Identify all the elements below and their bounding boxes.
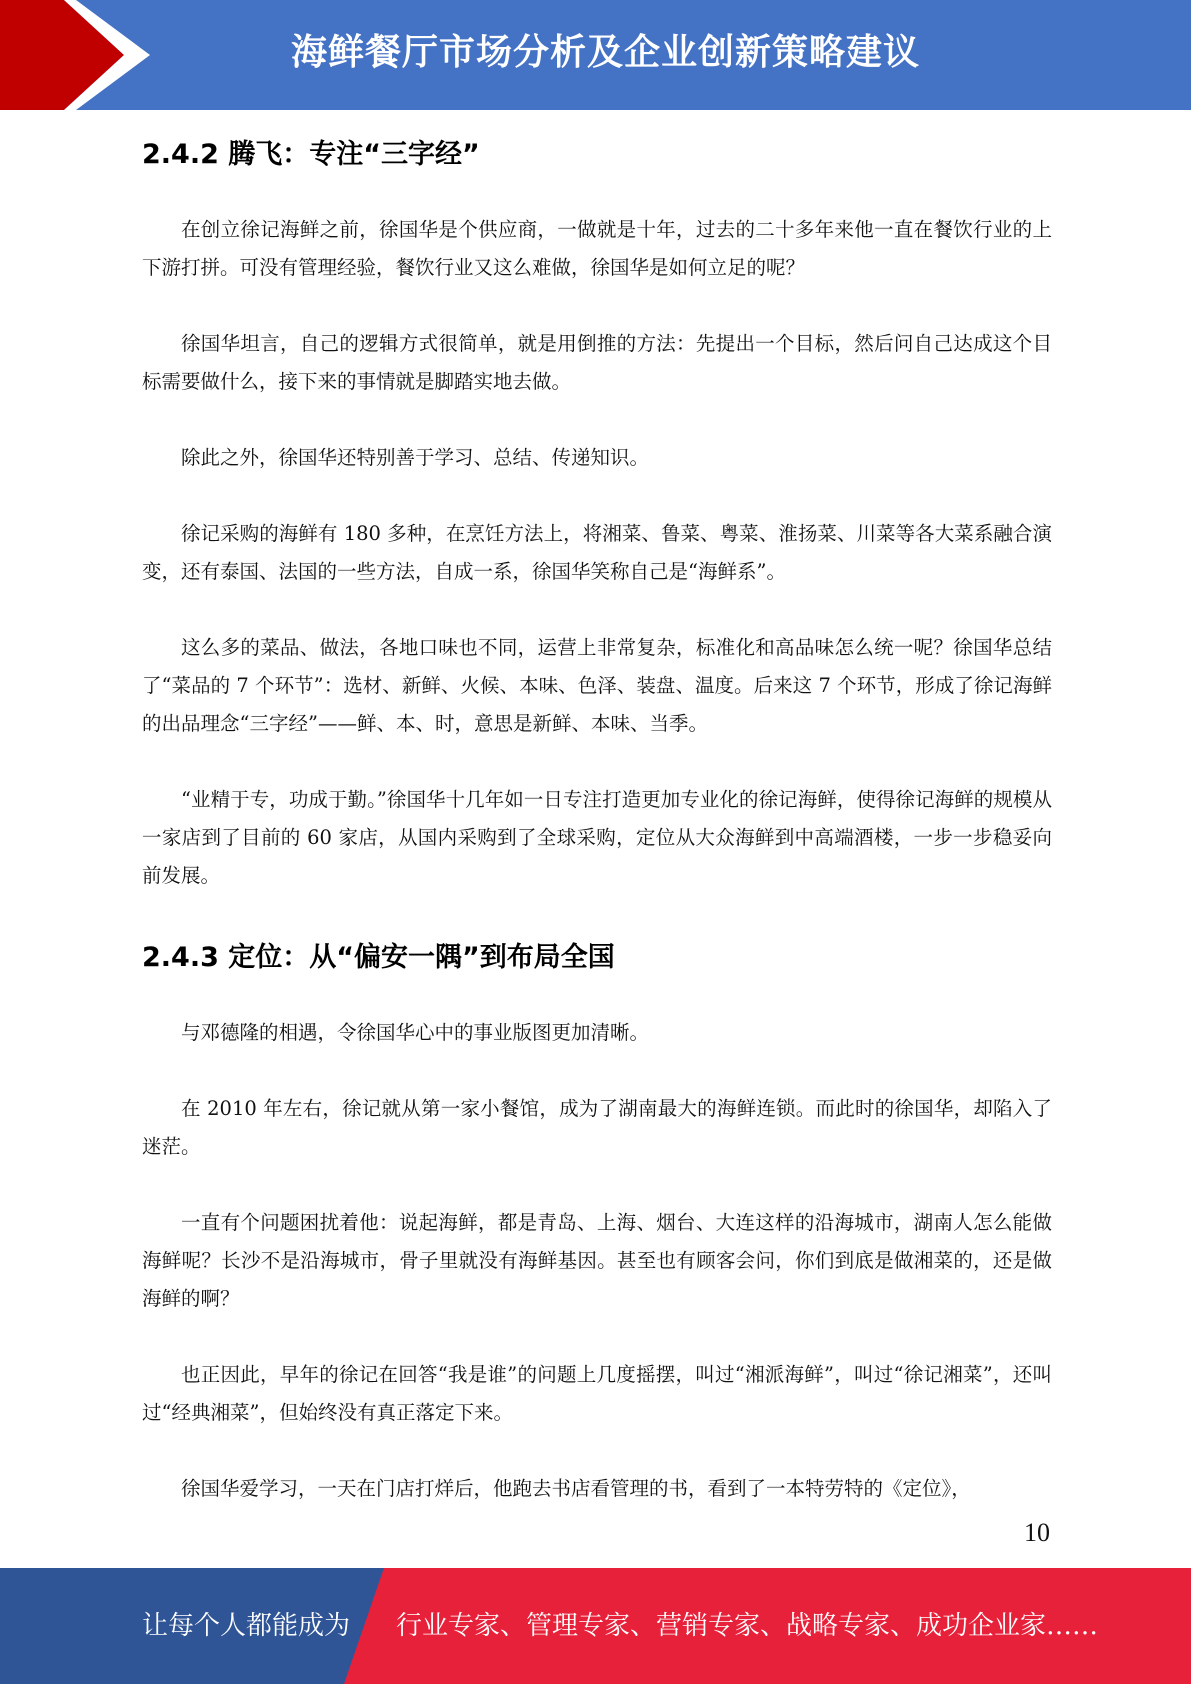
- paragraph: 在 2010 年左右，徐记就从第一家小餐馆，成为了湖南最大的海鲜连锁。而此时的徐国华，却陷入了迷茫。: [142, 1097, 1052, 1158]
- paragraph: 除此之外，徐国华还特别善于学习、总结、传递知识。: [181, 446, 650, 469]
- section-heading-2-4-2: 2.4.2 腾飞：专注“三字经”: [142, 139, 480, 170]
- page-footer: [0, 1568, 1191, 1684]
- page-number: 10: [1024, 1518, 1050, 1547]
- paragraph: 也正因此，早年的徐记在回答“我是谁”的问题上几度摇摆，叫过“湘派海鲜”，叫过“徐记湘菜”，还叫过“经典湘菜”，但始终没有真正落定下来。: [142, 1363, 1052, 1424]
- document-title: 海鲜餐厅市场分析及企业创新策略建议: [290, 32, 920, 73]
- paragraph: 徐记采购的海鲜有 180 多种，在烹饪方法上，将湘菜、鲁菜、粤菜、淮扬菜、川菜等各大菜系融合演变，还有泰国、法国的一些方法，自成一系，徐国华笑称自己是“海鲜系”。: [142, 522, 1052, 583]
- paragraph: 与邓德隆的相遇，令徐国华心中的事业版图更加清晰。: [181, 1021, 650, 1044]
- section-heading-2-4-3: 2.4.3 定位：从“偏安一隅”到布局全国: [142, 942, 615, 973]
- page-content: [142, 120, 1052, 1546]
- paragraph: 徐国华坦言，自己的逻辑方式很简单，就是用倒推的方法：先提出一个目标，然后问自己达成这个目标需要做什么，接下来的事情就是脚踏实地去做。: [142, 332, 1052, 393]
- paragraph: 在创立徐记海鲜之前，徐国华是个供应商，一做就是十年，过去的二十多年来他一直在餐饮行业的上下游打拼。可没有管理经验，餐饮行业又这么难做，徐国华是如何立足的呢？: [142, 218, 1052, 279]
- footer-slogan-left: 让每个人都能成为: [142, 1611, 351, 1641]
- paragraph: “业精于专，功成于勤。”徐国华十几年如一日专注打造更加专业化的徐记海鲜，使得徐记海鲜的规模从一家店到了目前的 60 家店，从国内采购到了全球采购，定位从大众海鲜到中高端酒楼，一步一步稳妥向前发展。: [142, 788, 1052, 887]
- page-header: [0, 0, 1191, 110]
- paragraph: 一直有个问题困扰着他：说起海鲜，都是青岛、上海、烟台、大连这样的沿海城市，湖南人怎么能做海鲜呢？长沙不是沿海城市，骨子里就没有海鲜基因。甚至也有顾客会问，你们到底是做湘菜的，还是做海鲜的啊？: [142, 1211, 1052, 1310]
- footer-slogan-right: 行业专家、管理专家、营销专家、战略专家、成功企业家……: [396, 1611, 1099, 1641]
- paragraph: 这么多的菜品、做法，各地口味也不同，运营上非常复杂，标准化和高品味怎么统一呢？徐国华总结了“菜品的 7 个环节”：选材、新鲜、火候、本味、色泽、装盘、温度。后来这 7 个环节，形成了徐记海鲜的出品理念“三字经”——鲜、本、时，意思是新鲜、本味、当季。: [142, 636, 1052, 735]
- paragraph: 徐国华爱学习，一天在门店打烊后，他跑去书店看管理的书，看到了一本特劳特的《定位》，: [181, 1477, 971, 1500]
